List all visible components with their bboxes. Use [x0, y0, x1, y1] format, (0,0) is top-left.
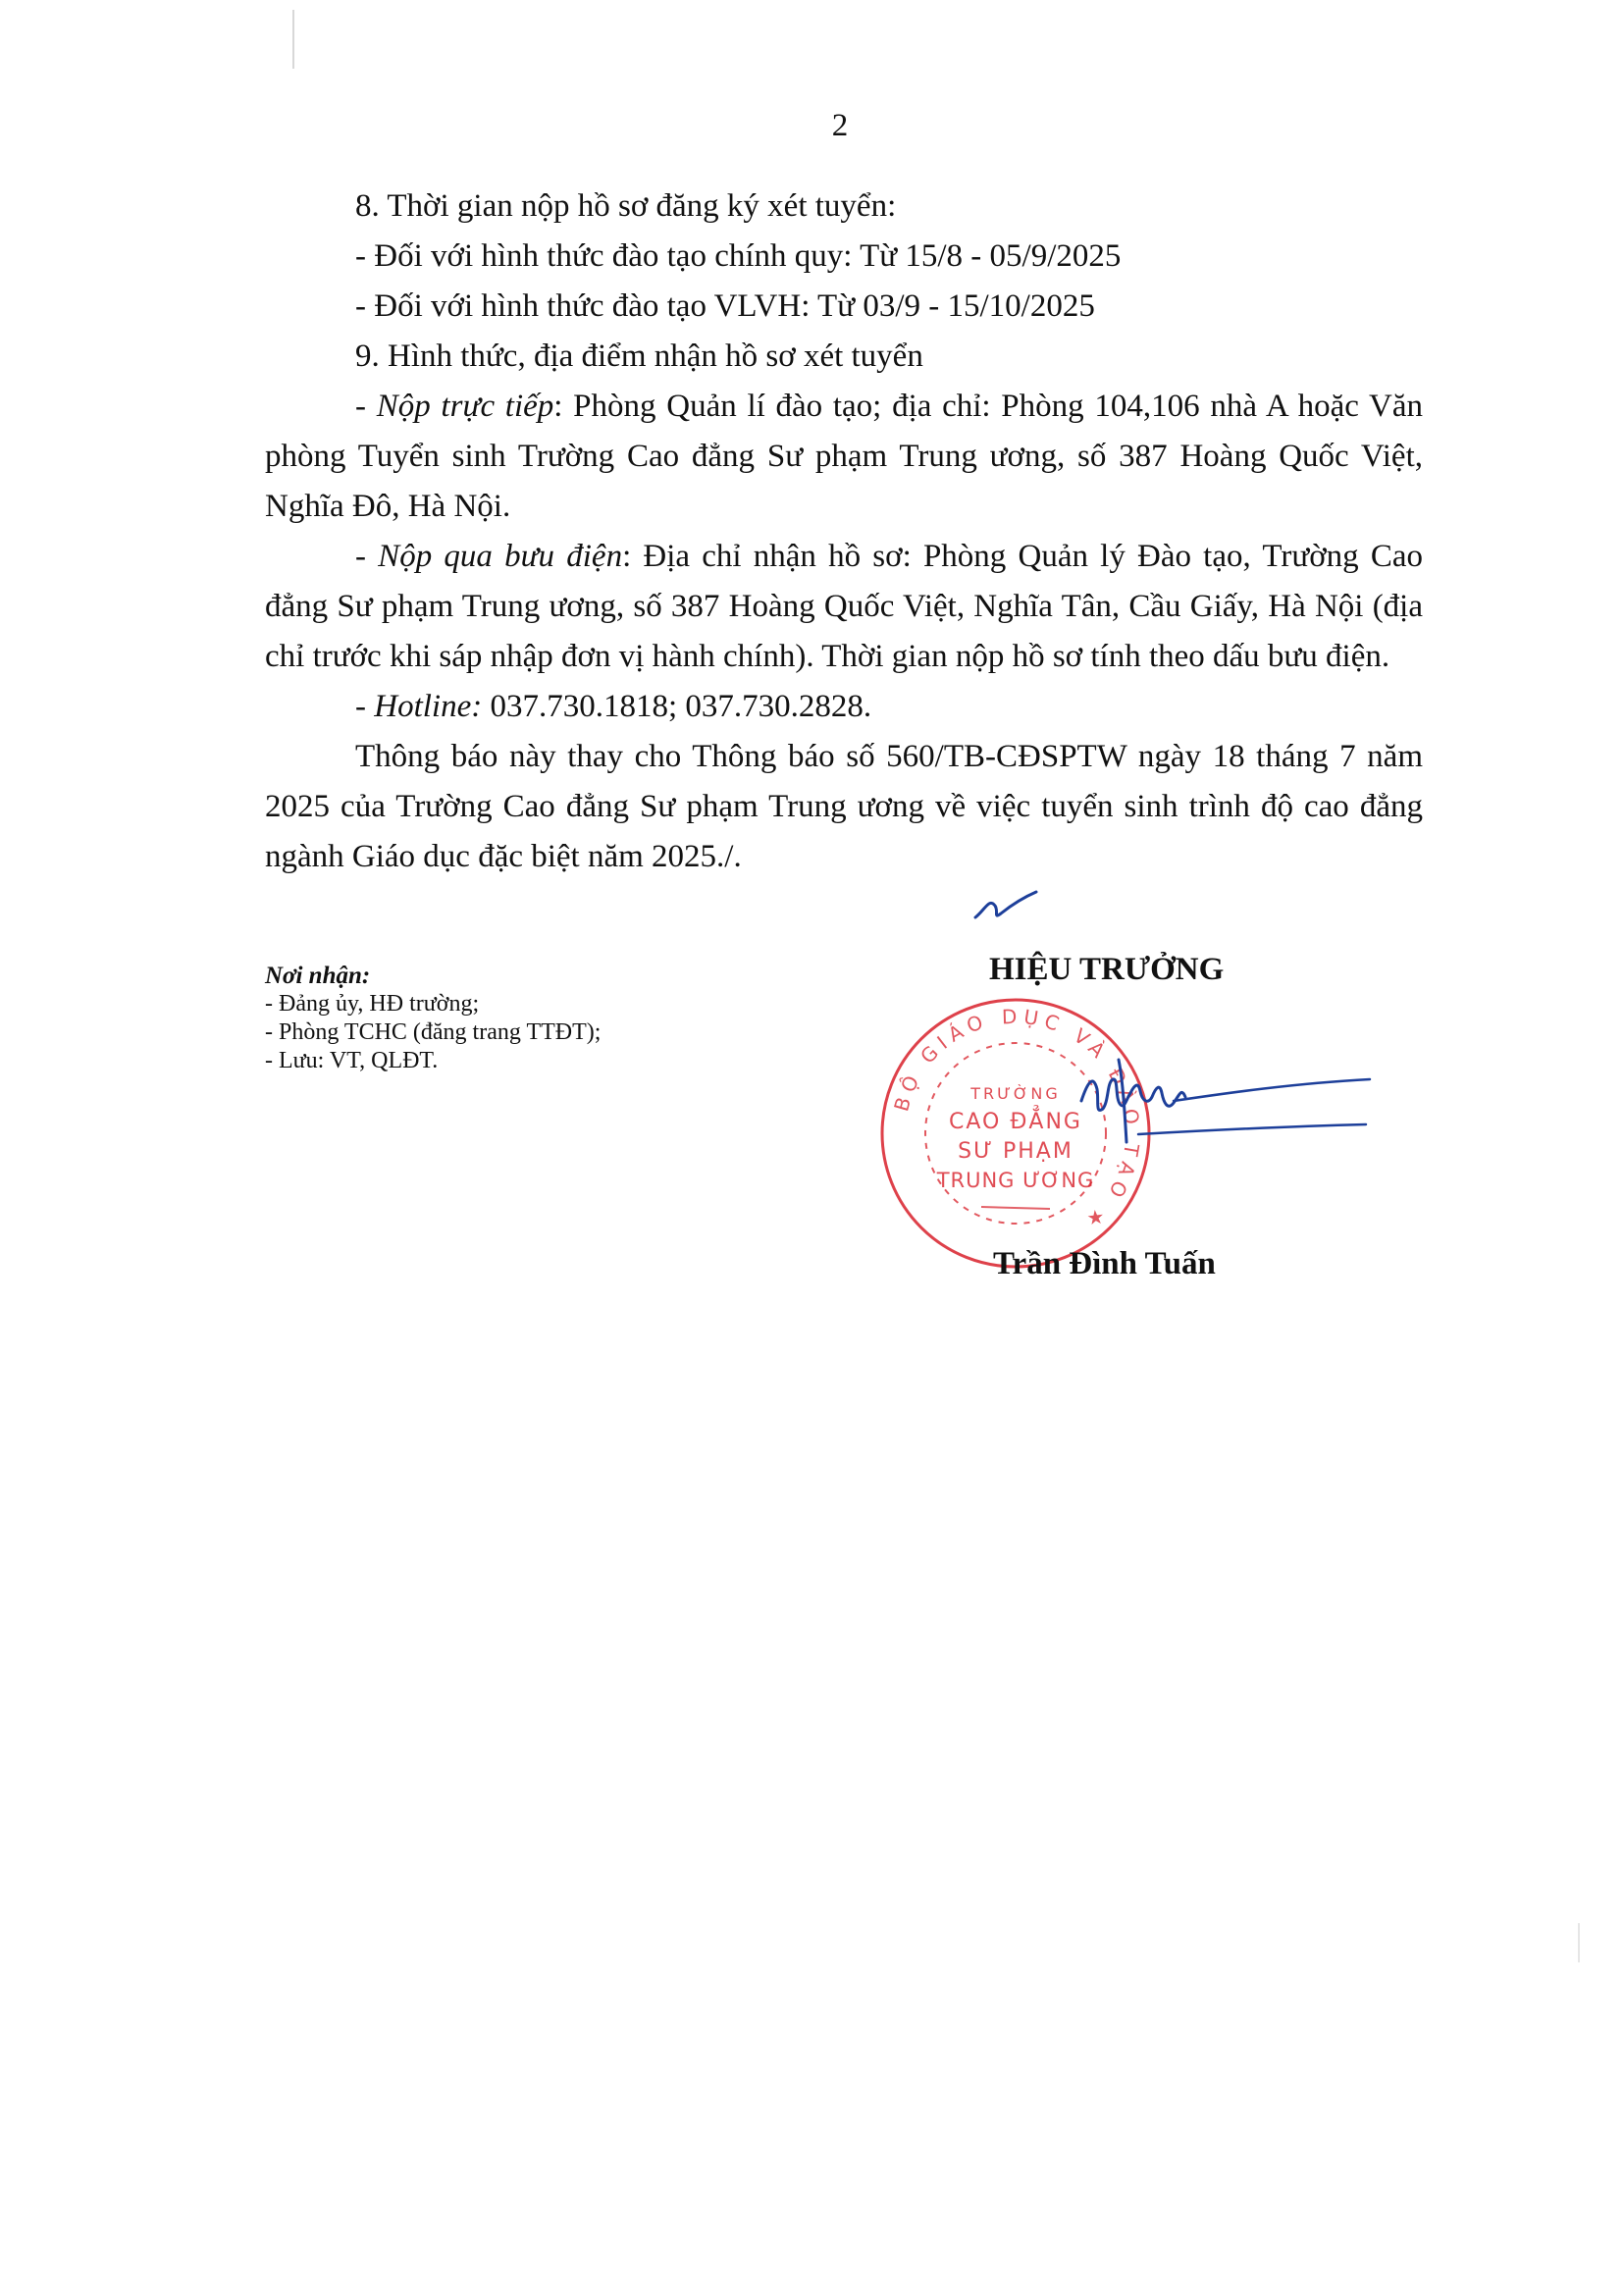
recipient-item: - Đảng ủy, HĐ trường; — [265, 991, 480, 1017]
paragraph-direct-submission — [265, 382, 1423, 532]
svg-text:CAO ĐẲNG: CAO ĐẲNG — [949, 1110, 1082, 1134]
scan-artifact-line — [292, 10, 294, 69]
paragraph-hotline — [265, 682, 1423, 732]
svg-text:TRUNG ƯƠNG: TRUNG ƯƠNG — [936, 1169, 1095, 1192]
paragraph-submission-time: 8. Thời gian nộp hồ sơ đăng ký xét tuyển: — [355, 188, 897, 224]
signer-title: HIỆU TRƯỞNG — [989, 952, 1225, 987]
recipients-block — [265, 962, 756, 1075]
signer-name: Trần Đình Tuấn — [993, 1246, 1216, 1281]
svg-text:BỘ GIÁO DỤC VÀ ĐÀO TẠO ★: BỘ GIÁO DỤC VÀ ĐÀO TẠO ★ — [889, 1004, 1145, 1237]
initials-mark — [971, 888, 1040, 927]
recipients-heading: Nơi nhận: — [265, 963, 371, 989]
paragraph-replacement-notice: Thông báo này thay cho Thông báo số 560/TB-CĐSPTW ngày 18 tháng 7 năm 2025 của Trường Cao đẳng Sư phạm Trung ương về việc tuyển sinh trình độ cao đẳng ngành Giáo dục đặc biệt năm 2025./. — [265, 739, 1423, 874]
direct-submission-label: - Nộp trực tiếp — [355, 389, 554, 424]
paragraph-postal-submission — [265, 532, 1423, 682]
recipient-item: - Lưu: VT, QLĐT. — [265, 1048, 439, 1073]
hotline-numbers: 037.730.1818; 037.730.2828. — [482, 689, 872, 724]
document-body — [265, 182, 1423, 882]
handwritten-signature — [1079, 1040, 1374, 1168]
paragraph-regular-program: - Đối với hình thức đào tạo chính quy: Từ 15/8 - 05/9/2025 — [355, 238, 1122, 274]
postal-submission-text: : Địa chỉ nhận hồ sơ: Phòng Quản lý Đào tạo, Trường Cao đẳng Sư phạm Trung ương, số 387 Hoàng Quốc Việt, Nghĩa Tân, Cầu Giấy, Hà Nội (địa chỉ trước khi sáp nhập đơn vị hành chính). Thời gian nộp hồ sơ tính theo dấu bưu điện. — [265, 539, 1423, 674]
svg-text:TRƯỜNG: TRƯỜNG — [970, 1084, 1061, 1103]
postal-submission-label: - Nộp qua bưu điện — [355, 539, 623, 574]
page-number: 2 — [831, 108, 849, 143]
recipient-item: - Phòng TCHC (đăng trang TTĐT); — [265, 1019, 602, 1045]
paragraph-work-study-program: - Đối với hình thức đào tạo VLVH: Từ 03/9 - 15/10/2025 — [355, 288, 1095, 324]
scan-artifact-line — [1578, 1923, 1580, 1962]
direct-submission-text: : Phòng Quản lí đào tạo; địa chỉ: Phòng 104,106 nhà A hoặc Văn phòng Tuyển sinh Trường Cao đẳng Sư phạm Trung ương, số 387 Hoàng Quốc Việt, Nghĩa Đô, Hà Nội. — [265, 389, 1423, 524]
svg-text:SƯ PHẠM: SƯ PHẠM — [958, 1139, 1073, 1164]
hotline-label: - Hotline: — [355, 689, 483, 724]
signature-block — [889, 952, 1354, 1305]
paragraph-submission-method: 9. Hình thức, địa điểm nhận hồ sơ xét tuyển — [355, 339, 923, 374]
